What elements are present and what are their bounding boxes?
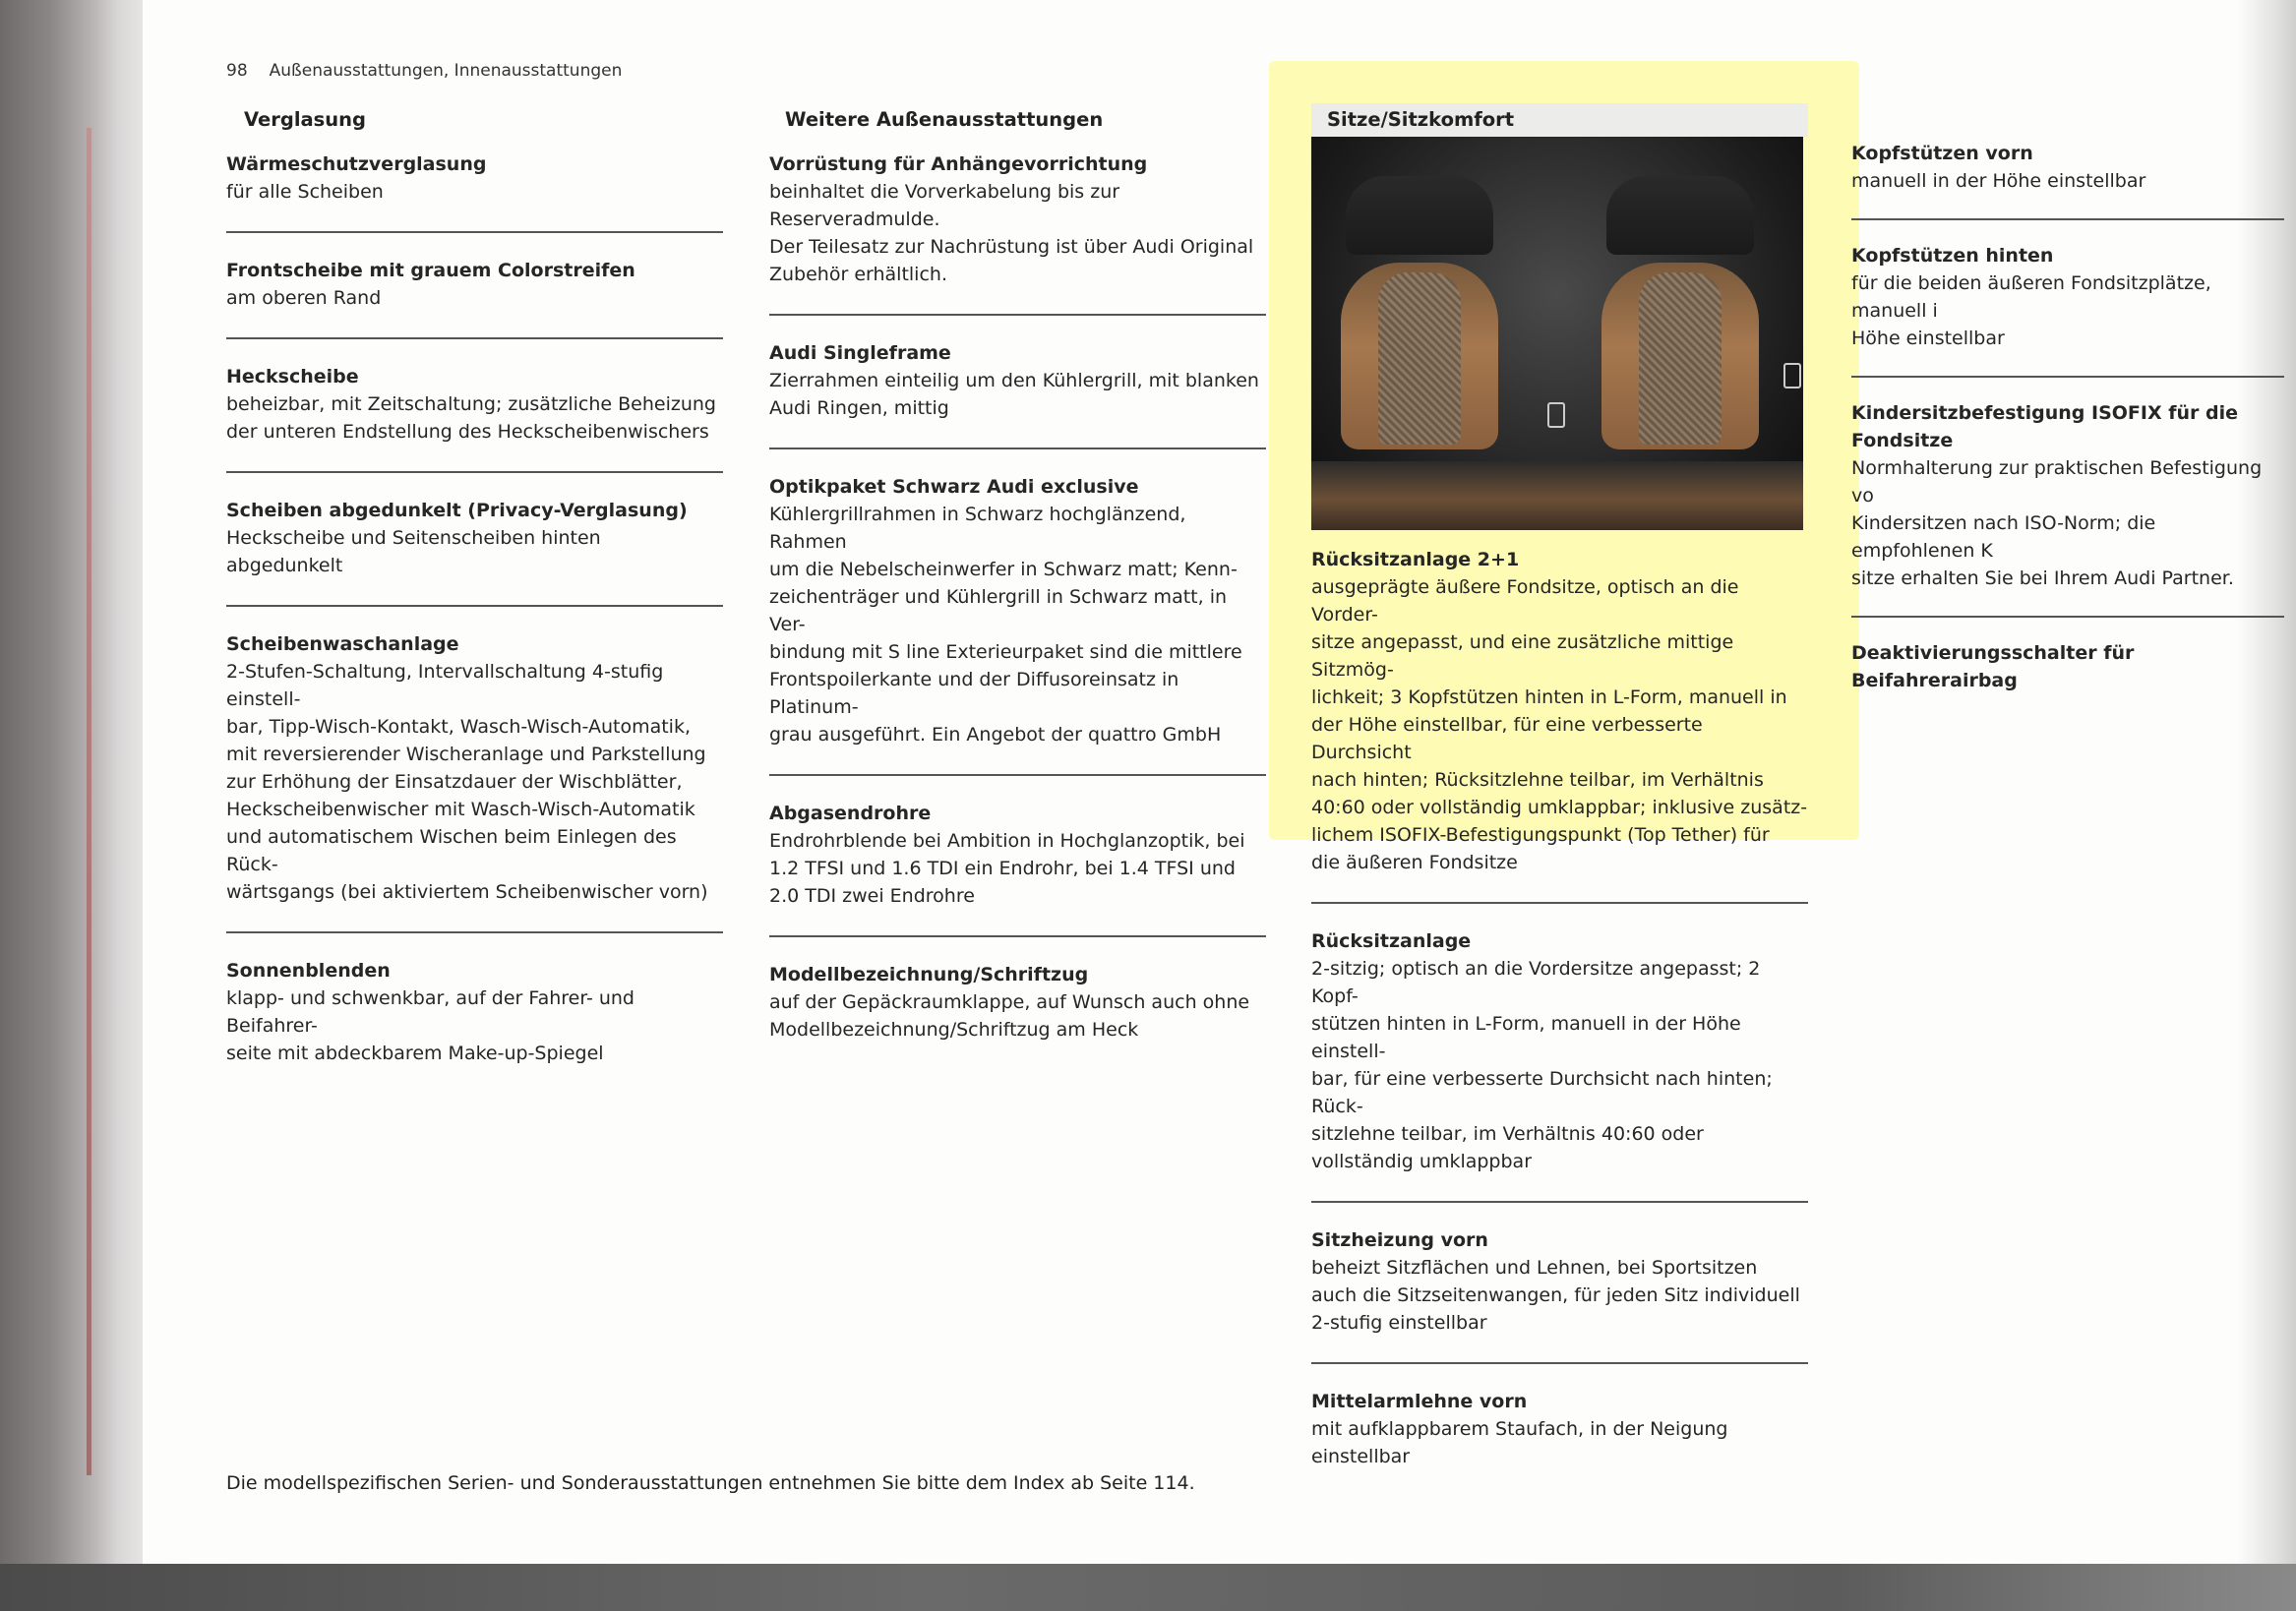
column-verglasung xyxy=(226,103,723,1093)
item-text: Kühlergrillrahmen in Schwarz hochglänzend, Rahmen um die Nebelscheinwerfer in Schwarz matt; Kenn- zeichenträger und Kühlergrill in Schwarz matt, in Ver- bindung mit S line Exterieurpaket sind die mittlere Frontspoilerkante und der Diffusoreinsatz in Platinum- grau ausgeführt. Ein Angebot der quattro GmbH xyxy=(769,504,1242,746)
headrest-left xyxy=(1346,176,1493,255)
scan-red-edge xyxy=(87,128,91,1475)
item-text: auf der Gepäckraumklappe, auf Wunsch auch ohne Modellbezeichnung/Schriftzug am Heck xyxy=(769,991,1250,1041)
section-title: Weitere Außenausstattungen xyxy=(785,108,1104,131)
list-item xyxy=(1311,544,1808,902)
item-title: Mittelarmlehne vorn xyxy=(1311,1391,1528,1412)
list-item xyxy=(1851,616,2284,718)
item-title: Deaktivierungsschalter für Beifahrerairbag xyxy=(1851,642,2135,691)
item-title: Rücksitzanlage 2+1 xyxy=(1311,549,1520,570)
item-text: manuell in der Höhe einstellbar xyxy=(1851,170,2146,192)
list-item xyxy=(226,137,723,231)
section-title: Verglasung xyxy=(244,108,366,131)
belt-buckle-icon xyxy=(1547,402,1565,428)
item-title: Optikpaket Schwarz Audi exclusive xyxy=(769,476,1139,498)
item-text: klapp- und schwenkbar, auf der Fahrer- und Beifahrer- seite mit abdeckbarem Make-up-Spiegel xyxy=(226,987,634,1064)
item-title: Wärmeschutzverglasung xyxy=(226,153,487,175)
item-title: Rücksitzanlage xyxy=(1311,930,1472,952)
chapter-title: Außenausstattungen, Innenausstattungen xyxy=(269,61,623,81)
item-title: Abgasendrohre xyxy=(769,803,932,824)
item-title: Vorrüstung für Anhängevorrichtung xyxy=(769,153,1148,175)
item-text: Normhalterung zur praktischen Befestigung vo Kindersitzen nach ISO-Norm; die empfohlenen K sitze erhalten Sie bei Ihrem Audi Partner. xyxy=(1851,457,2263,589)
item-title: Sonnenblenden xyxy=(226,960,391,982)
item-title: Scheibenwaschanlage xyxy=(226,633,459,655)
item-title: Sitzheizung vorn xyxy=(1311,1229,1488,1251)
seat-bench xyxy=(1311,461,1803,530)
list-item xyxy=(1851,140,2284,218)
item-text: ausgeprägte äußere Fondsitze, optisch an die Vorder- sitze angepasst, und eine zusätzliche mittige Sitzmög- lichkeit; 3 Kopfstützen hinten in L-Form, manuell in der Höhe einstellbar, für eine verbesserte Durchsicht nach hinten; Rücksitzlehne teilbar, im Verhältnis 40:60 oder vollständig umklappbar; inklusive zusätz- lichem ISOFIX-Befestigungspunkt (Top Tether) für die äußeren Fondsitze xyxy=(1311,576,1808,873)
item-text: Heckscheibe und Seitenscheiben hinten abgedunkelt xyxy=(226,527,601,576)
item-text: Zierrahmen einteilig um den Kühlergrill, mit blanken Audi Ringen, mittig xyxy=(769,370,1259,419)
list-item xyxy=(226,605,723,931)
column-sitze xyxy=(1311,103,1808,1496)
item-text: 2-Stufen-Schaltung, Intervallschaltung 4-stufig einstell- bar, Tipp-Wisch-Kontakt, Wasch-Wisch-Automatik, mit reversierender Wischeranlage und Parkstellung zur Erhöhung der Einsatzdauer der Wischblätter, Heckscheibenwischer mit Wasch-Wisch-Automatik und automatischem Wischen beim Einlegen des Rück- wärtsgangs (bei aktiviertem Scheibenwischer vorn) xyxy=(226,661,708,903)
list-item xyxy=(1851,218,2284,376)
seat-left xyxy=(1341,263,1498,449)
item-title: Audi Singleframe xyxy=(769,342,951,364)
item-text: mit aufklappbarem Staufach, in der Neigung einstellbar xyxy=(1311,1418,1728,1467)
scan-bottom-shadow xyxy=(0,1564,2296,1611)
list-item xyxy=(1311,1362,1808,1496)
scan-left-shadow xyxy=(0,0,143,1611)
belt-buckle-icon xyxy=(1783,363,1801,388)
rear-seat-photo xyxy=(1311,137,1803,530)
item-text: am oberen Rand xyxy=(226,287,382,309)
column-aussenausstattungen xyxy=(769,103,1266,1069)
list-item xyxy=(226,337,723,471)
item-title: Frontscheibe mit grauem Colorstreifen xyxy=(226,260,635,281)
list-item xyxy=(1311,902,1808,1201)
item-title: Modellbezeichnung/Schriftzug xyxy=(769,964,1089,985)
item-text: 2-sitzig; optisch an die Vordersitze angepasst; 2 Kopf- stützen hinten in L-Form, manuell in der Höhe einstell- bar, für eine verbesserte Durchsicht nach hinten; Rück- sitzlehne teilbar, im Verhältnis 40:60 oder vollständig umklappbar xyxy=(1311,958,1773,1172)
item-text: für alle Scheiben xyxy=(226,181,384,203)
list-item xyxy=(769,774,1266,935)
list-item xyxy=(1311,1201,1808,1362)
item-title: Kopfstützen hinten xyxy=(1851,245,2054,267)
item-title: Heckscheibe xyxy=(226,366,359,388)
list-item xyxy=(769,935,1266,1069)
item-title: Scheiben abgedunkelt (Privacy-Verglasung) xyxy=(226,500,688,521)
item-text: beinhaltet die Vorverkabelung bis zur Reserveradmulde. Der Teilesatz zur Nachrüstung ist über Audi Original Zubehör erhältlich. xyxy=(769,181,1254,285)
list-item xyxy=(226,471,723,605)
list-item xyxy=(226,931,723,1093)
headrest-right xyxy=(1606,176,1754,255)
running-head xyxy=(226,61,622,81)
item-title: Kindersitzbefestigung ISOFIX für die Fondsitze xyxy=(1851,402,2238,451)
column-kopfstuetzen xyxy=(1851,140,2284,718)
item-text: Endrohrblende bei Ambition in Hochglanzoptik, bei 1.2 TFSI und 1.6 TDI ein Endrohr, bei 1.4 TFSI und 2.0 TDI zwei Endrohre xyxy=(769,830,1245,907)
list-item xyxy=(769,448,1266,774)
list-item xyxy=(769,137,1266,314)
section-title: Sitze/Sitzkomfort xyxy=(1311,103,1808,137)
seat-right xyxy=(1601,263,1759,449)
list-item xyxy=(769,314,1266,448)
list-item xyxy=(1851,376,2284,616)
page-number: 98 xyxy=(226,61,248,81)
item-text: beheizbar, mit Zeitschaltung; zusätzliche Beheizung der unteren Endstellung des Heckscheibenwischers xyxy=(226,393,716,443)
list-item xyxy=(226,231,723,337)
item-text: beheizt Sitzflächen und Lehnen, bei Sportsitzen auch die Sitzseitenwangen, für jeden Sitz individuell 2-stufig einstellbar xyxy=(1311,1257,1800,1334)
footnote: Die modellspezifischen Serien- und Sonderausstattungen entnehmen Sie bitte dem Index ab Seite 114. xyxy=(226,1472,1195,1494)
item-text: für die beiden äußeren Fondsitzplätze, manuell i Höhe einstellbar xyxy=(1851,272,2211,349)
item-title: Kopfstützen vorn xyxy=(1851,143,2033,164)
